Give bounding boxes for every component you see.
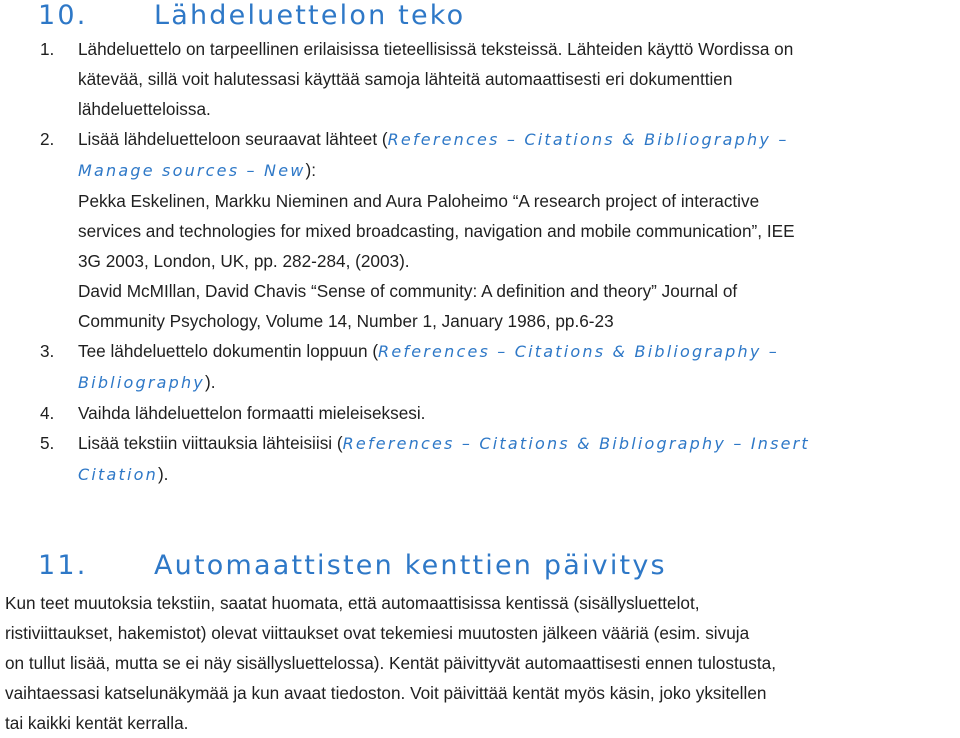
paragraph-line: Kun teet muutoksia tekstiin, saatat huomata, että automaattisissa kentissä (sisällysluettelot,	[5, 593, 700, 613]
list-item-number: 5.	[40, 433, 55, 453]
instruction-list	[40, 34, 960, 490]
list-item-text-line: lähdeluetteloissa.	[78, 99, 211, 119]
instruction-text: ).	[204, 372, 216, 392]
menu-path: Citation	[78, 465, 158, 484]
instruction-text: ):	[305, 160, 317, 180]
list-item-4	[40, 398, 960, 428]
list-item-number: 1.	[40, 39, 55, 59]
paragraph-line: tai kaikki kentät kerralla.	[5, 713, 189, 733]
list-item-number: 4.	[40, 403, 55, 423]
list-item-text-line	[78, 367, 960, 398]
menu-path: References – Citations & Bibliography –	[387, 130, 789, 149]
section-11-number: 11.	[38, 550, 88, 581]
menu-path: Manage sources – New	[78, 161, 306, 180]
instruction-text: Lisää tekstiin viittauksia lähteisiisi (	[78, 433, 343, 453]
source-line: David McMIllan, David Chavis “Sense of community: A definition and theory” Journal of	[78, 281, 738, 301]
list-item-1	[40, 34, 960, 124]
list-item-2	[40, 124, 960, 336]
paragraph-line: on tullut lisää, mutta se ei näy sisällysluettelossa). Kentät päivittyvät automaattisesti ennen tulostusta,	[5, 653, 776, 673]
menu-path: References – Citations & Bibliography – Insert	[342, 434, 810, 453]
list-item-text-line	[78, 336, 960, 367]
menu-path: References – Citations & Bibliography –	[378, 342, 779, 361]
list-item-text-line	[78, 459, 960, 490]
list-item-intro-line	[78, 124, 960, 155]
section-10-title: Lähdeluettelon teko	[154, 0, 466, 31]
list-item-number: 3.	[40, 341, 55, 361]
instruction-text: Lisää lähdeluetteloon seuraavat lähteet (	[78, 129, 388, 149]
list-item-number: 2.	[40, 129, 55, 149]
list-item-5	[40, 428, 960, 490]
source-line: Community Psychology, Volume 14, Number 1, January 1986, pp.6-23	[78, 311, 614, 331]
source-line: 3G 2003, London, UK, pp. 282-284, (2003).	[78, 251, 410, 271]
instruction-text: Tee lähdeluettelo dokumentin loppuun (	[78, 341, 379, 361]
list-item-intro-line	[78, 155, 960, 186]
paragraph-line: vaihtaessasi katselunäkymää ja kun avaat tiedoston. Voit päivittää kentät myös käsin, joko yksitellen	[5, 683, 767, 703]
section-11-heading	[38, 550, 667, 582]
source-line: Pekka Eskelinen, Markku Nieminen and Aura Paloheimo “A research project of interactive	[78, 191, 760, 211]
section-10-heading	[38, 0, 465, 32]
section-11-title: Automaattisten kenttien päivitys	[154, 550, 667, 581]
list-item-3	[40, 336, 960, 398]
section-10-number: 10.	[38, 0, 88, 31]
list-item-text-line: Lähdeluettelo on tarpeellinen erilaisissa tieteellisissä teksteissä. Lähteiden käyttö Wordissa on	[78, 39, 794, 59]
section-11-paragraph	[5, 588, 960, 738]
source-line: services and technologies for mixed broadcasting, navigation and mobile communication”, IEE	[78, 221, 795, 241]
paragraph-line: ristiviittaukset, hakemistot) olevat viittaukset ovat tekemiesi muutosten jälkeen vääriä (esim. sivuja	[5, 623, 750, 643]
instruction-text: ).	[157, 464, 169, 484]
menu-path: Bibliography	[78, 373, 205, 392]
list-item-text-line: kätevää, sillä voit halutessasi käyttää samoja lähteitä automaattisesti eri dokumenttien	[78, 69, 733, 89]
list-item-text-line: Vaihda lähdeluettelon formaatti mieleiseksesi.	[78, 403, 426, 423]
list-item-text-line	[78, 428, 960, 459]
